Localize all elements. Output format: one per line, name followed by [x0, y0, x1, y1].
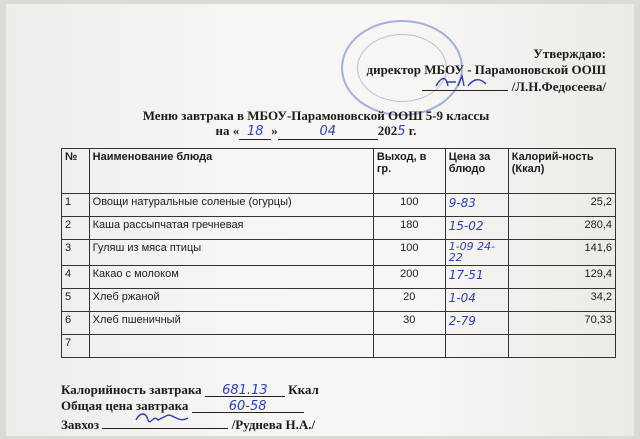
date-month: [278, 123, 378, 140]
date-mid: »: [271, 123, 278, 138]
handwritten-signature: [432, 74, 492, 90]
menu-table-header: [62, 149, 616, 194]
row-output: 100: [373, 194, 445, 217]
calories-unit: Ккал: [288, 382, 319, 397]
header-calories: Калорий-ность (Ккал): [508, 149, 615, 194]
menu-table: [61, 148, 616, 358]
footer-supply: [61, 414, 319, 433]
approval-signature-line: [306, 78, 606, 95]
row-calories: 280,4: [508, 217, 615, 240]
handwritten-signature: [132, 410, 192, 426]
date-suffix: г.: [405, 123, 417, 138]
menu-title: [106, 108, 526, 140]
row-output: 100: [373, 240, 445, 266]
supply-label: Завхоз: [61, 417, 100, 432]
row-name: Каша рассыпчатая гречневая: [89, 217, 373, 240]
row-name: Гуляш из мяса птицы: [89, 240, 373, 266]
price-value: 60-58: [228, 399, 267, 414]
row-calories: 25,2: [508, 194, 615, 217]
row-output: 200: [373, 266, 445, 289]
supply-name: /Руднева Н.А./: [231, 417, 316, 432]
date-day-value: 18: [246, 124, 264, 139]
row-output: 180: [373, 217, 445, 240]
row-output: [373, 335, 445, 358]
price-blank: [192, 398, 304, 413]
row-price: 15-02: [445, 217, 508, 240]
table-row: [62, 240, 616, 266]
header-num: №: [62, 149, 90, 194]
table-row: [62, 266, 616, 289]
row-num: 7: [62, 335, 90, 358]
header-name: Наименование блюда: [89, 149, 373, 194]
signature-blank: [422, 78, 508, 91]
row-num: 6: [62, 312, 90, 335]
table-row: [62, 335, 616, 358]
table-row: [62, 289, 616, 312]
row-price: 2-79: [445, 312, 508, 335]
row-price: 1-09 24-22: [445, 240, 508, 266]
row-calories: 34,2: [508, 289, 615, 312]
table-row: [62, 217, 616, 240]
supply-signature-blank: [102, 414, 228, 429]
row-price: [445, 335, 508, 358]
calories-value: 681.13: [222, 383, 268, 398]
row-num: 5: [62, 289, 90, 312]
date-prefix: на «: [215, 123, 240, 138]
date-month-value: 04: [319, 124, 337, 139]
menu-title-line: Меню завтрака в МБОУ-Парамоновской ООШ 5-9 классы: [142, 108, 490, 123]
document-sheet: [6, 4, 634, 436]
row-calories: 70,33: [508, 312, 615, 335]
approval-heading: Утверждаю:: [533, 46, 606, 61]
approval-block: [306, 46, 606, 95]
row-num: 2: [62, 217, 90, 240]
table-row: [62, 312, 616, 335]
row-price: 1-04: [445, 289, 508, 312]
table-row: [62, 194, 616, 217]
row-num: 4: [62, 266, 90, 289]
row-calories: [508, 335, 615, 358]
approval-position: директор МБОУ - Парамоновской ООШ: [366, 62, 606, 77]
row-name: Хлеб пшеничный: [89, 312, 373, 335]
date-year-prefix: 202: [377, 123, 398, 138]
menu-footer: [61, 382, 319, 433]
price-label: Общая цена завтрака: [61, 398, 189, 413]
row-calories: 141,6: [508, 240, 615, 266]
approval-name: /Л.Н.Федосеева/: [511, 79, 606, 94]
row-calories: 129,4: [508, 266, 615, 289]
row-name: Какао с молоком: [89, 266, 373, 289]
row-name: Овощи натуральные соленые (огурцы): [89, 194, 373, 217]
footer-calories: [61, 382, 319, 398]
row-num: 3: [62, 240, 90, 266]
date-year-digit: 5: [397, 124, 406, 139]
row-num: 1: [62, 194, 90, 217]
menu-date-line: [106, 123, 526, 140]
row-name: Хлеб ржаной: [89, 289, 373, 312]
header-price: Цена за блюдо: [445, 149, 508, 194]
header-output: Выход, в гр.: [373, 149, 445, 194]
calories-label: Калорийность завтрака: [61, 382, 202, 397]
row-output: 30: [373, 312, 445, 335]
row-name: [89, 335, 373, 358]
date-day: [239, 123, 271, 140]
calories-blank: [205, 382, 285, 397]
row-price: 17-51: [445, 266, 508, 289]
row-output: 20: [373, 289, 445, 312]
row-price: 9-83: [445, 194, 508, 217]
